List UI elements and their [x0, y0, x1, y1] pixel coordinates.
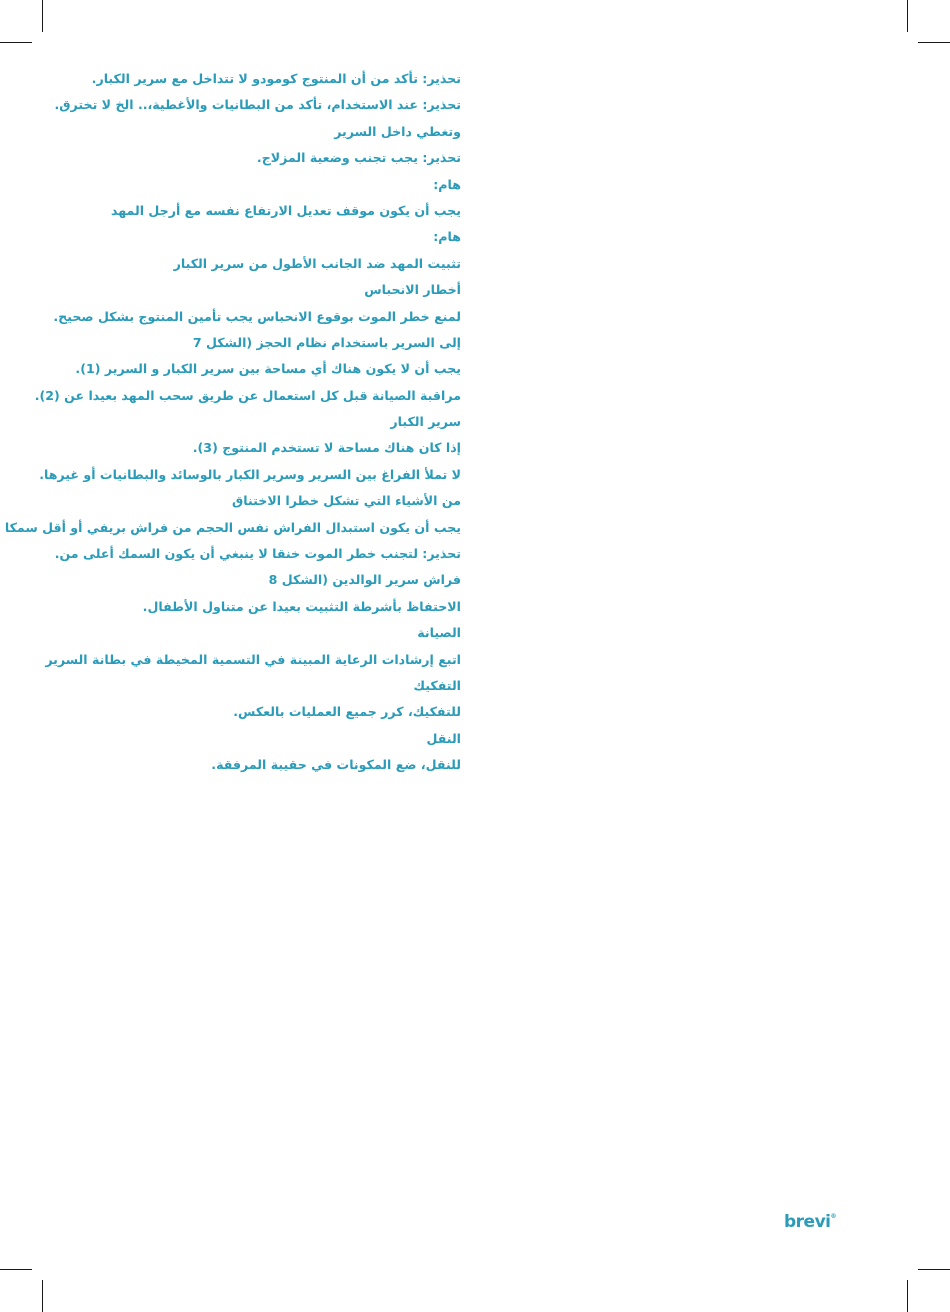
- instructions-text-column: [4, 66, 461, 779]
- text-line: يجب أن لا يكون هناك أي مساحة بين سرير الكبار و السرير (1).: [75, 361, 461, 377]
- text-line: تحذير: عند الاستخدام، تأكد من البطانيات والأغطية،.. الخ لا تخترق.: [54, 97, 461, 113]
- text-line: تحذير: تأكد من أن المنتوج كومودو لا تتداخل مع سرير الكبار.: [91, 71, 461, 86]
- text-line: تحذير: لتجنب خطر الموت خنقا لا ينبغي أن يكون السمك أعلى من.: [54, 546, 461, 562]
- text-line: هام:: [433, 229, 461, 245]
- text-line: النقل: [426, 730, 461, 746]
- text-line: اتبع إرشادات الرعاية المبينة في التسمية المخيطة في بطانة السرير: [45, 651, 461, 667]
- text-line: لمنع خطر الموت بوقوع الانحباس يجب تأمين المنتوج بشكل صحيح.: [53, 308, 461, 324]
- text-line: من الأشياء التي تشكل خطرا الاختناق: [231, 493, 461, 509]
- crop-mark-bottom-left-vertical: [42, 1280, 43, 1312]
- text-line: يجب أن يكون موقف تعديل الارتفاع نفسه مع أرجل المهد: [110, 202, 461, 218]
- text-line: فراش سرير الوالدين (الشكل 8: [268, 572, 461, 588]
- text-line: إلى السرير باستخدام نظام الحجز (الشكل 7: [192, 334, 461, 350]
- text-line: إذا كان هناك مساحة لا تستخدم المنتوج (3).: [192, 440, 461, 456]
- brevi-logo-text: brevi: [784, 1212, 831, 1232]
- text-line: يجب أن يكون استبدال الفراش نفس الحجم من فراش بريفي أو أقل سمكا: [4, 519, 461, 535]
- text-line: للتفكيك، كرر جميع العمليات بالعكس.: [233, 704, 461, 720]
- text-line: الصيانة: [417, 625, 461, 641]
- crop-mark-top-right-vertical: [907, 0, 908, 32]
- text-line: التفكيك: [413, 677, 461, 693]
- text-line: تثبيت المهد ضد الجانب الأطول من سرير الكبار: [173, 255, 461, 271]
- crop-mark-bottom-left-horizontal: [0, 1269, 32, 1270]
- text-line: الاحتفاظ بأشرطة التثبيت بعيدا عن متناول الأطفال.: [142, 598, 461, 614]
- text-line: لا تملأ الفراغ بين السرير وسرير الكبار بالوسائد والبطانيات أو غيرها.: [39, 466, 461, 482]
- crop-mark-top-left-horizontal: [0, 42, 32, 43]
- text-line: تحذير: يجب تجنب وضعية المزلاج.: [256, 150, 461, 166]
- text-line: سرير الكبار: [390, 414, 461, 430]
- text-line: للنقل، ضع المكونات في حقيبة المرفقة.: [211, 757, 461, 773]
- brevi-logo: [784, 1210, 848, 1234]
- text-line: وتغطي داخل السرير: [334, 123, 461, 139]
- text-line: هام:: [433, 176, 461, 192]
- crop-mark-top-left-vertical: [42, 0, 43, 32]
- crop-mark-bottom-right-vertical: [907, 1280, 908, 1312]
- crop-mark-top-right-horizontal: [918, 42, 950, 43]
- text-line: مراقبة الصيانة قبل كل استعمال عن طريق سحب المهد بعيدا عن (2).: [34, 387, 461, 403]
- registered-mark: ®: [830, 1213, 836, 1220]
- crop-mark-bottom-right-horizontal: [918, 1269, 950, 1270]
- text-line: أخطار الانحباس: [364, 282, 461, 298]
